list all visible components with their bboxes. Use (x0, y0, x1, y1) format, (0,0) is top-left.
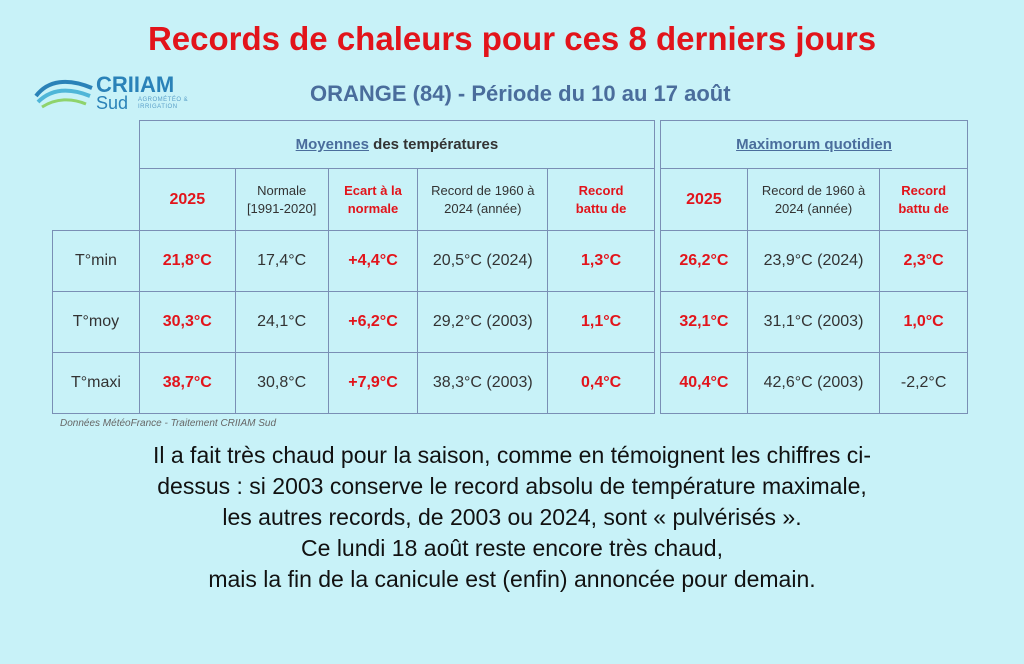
cell-gap: +4,4°C (328, 231, 418, 292)
logo-sub: Sud (96, 93, 129, 113)
table-row (53, 353, 655, 414)
page-title: Records de chaleurs pour ces 8 derniers jours (147, 20, 877, 57)
cell-normal: 24,1°C (235, 292, 328, 353)
table-row (661, 292, 968, 353)
col-record: Record de 1960 à 2024 (année) (418, 169, 548, 231)
table-row (53, 231, 655, 292)
cell-normal: 30,8°C (235, 353, 328, 414)
cell-record: 31,1°C (2003) (747, 292, 879, 353)
averages-heading-underlined: Moyennes (295, 136, 369, 153)
cell-beaten: 1,0°C (880, 292, 968, 353)
logo-name: CRIIAM (96, 72, 175, 97)
averages-heading-rest: des températures (369, 136, 499, 153)
table-row (661, 353, 968, 414)
col-2025: 2025 (139, 169, 235, 231)
subtitle: ORANGE (84) - Période du 10 au 17 août (310, 81, 731, 106)
averages-heading (139, 121, 654, 169)
table-row (53, 292, 655, 353)
cell-2025: 30,3°C (139, 292, 235, 353)
waves-logo-icon (34, 74, 94, 110)
table-row (661, 231, 968, 292)
temperature-averages-table (52, 120, 655, 414)
cell-2025: 26,2°C (661, 231, 748, 292)
criiam-logo (34, 72, 204, 116)
row-label: T°moy (53, 292, 140, 353)
cell-2025: 38,7°C (139, 353, 235, 414)
logo-tagline: AGROMÉTÉO & IRRIGATION (138, 97, 189, 110)
paragraph-line: les autres records, de 2003 ou 2024, sont « pulvérisés ». (222, 504, 802, 530)
col-2025: 2025 (661, 169, 748, 231)
maximum-heading: Maximorum quotidien (661, 121, 968, 169)
col-normal: Normale [1991-2020] (235, 169, 328, 231)
col-record: Record de 1960 à 2024 (année) (747, 169, 879, 231)
paragraph-line: Il a fait très chaud pour la saison, comme en témoignent les chiffres ci- (152, 442, 872, 468)
cell-beaten: 1,3°C (548, 231, 655, 292)
cell-beaten: 2,3°C (880, 231, 968, 292)
cell-gap: +6,2°C (328, 292, 418, 353)
cell-gap: +7,9°C (328, 353, 418, 414)
col-gap: Ecart à la normale (328, 169, 418, 231)
cell-beaten: 0,4°C (548, 353, 655, 414)
cell-record: 29,2°C (2003) (418, 292, 548, 353)
cell-2025: 32,1°C (661, 292, 748, 353)
cell-record: 38,3°C (2003) (418, 353, 548, 414)
cell-record: 42,6°C (2003) (747, 353, 879, 414)
paragraph-line: dessus : si 2003 conserve le record absolu de température maximale, (157, 473, 867, 499)
data-source-note: Données MétéoFrance - Traitement CRIIAM Sud (60, 418, 277, 429)
cell-beaten: -2,2°C (880, 353, 968, 414)
daily-maximum-table (660, 120, 968, 414)
row-label: T°min (53, 231, 140, 292)
commentary-paragraph (0, 440, 1024, 595)
cell-2025: 40,4°C (661, 353, 748, 414)
cell-normal: 17,4°C (235, 231, 328, 292)
paragraph-line: Ce lundi 18 août reste encore très chaud, (301, 535, 723, 561)
row-label: T°maxi (53, 353, 140, 414)
cell-record: 23,9°C (2024) (747, 231, 879, 292)
col-beaten: Record battu de (880, 169, 968, 231)
paragraph-line: mais la fin de la canicule est (enfin) annoncée pour demain. (208, 566, 816, 592)
cell-beaten: 1,1°C (548, 292, 655, 353)
cell-record: 20,5°C (2024) (418, 231, 548, 292)
col-beaten: Record battu de (548, 169, 655, 231)
cell-2025: 21,8°C (139, 231, 235, 292)
